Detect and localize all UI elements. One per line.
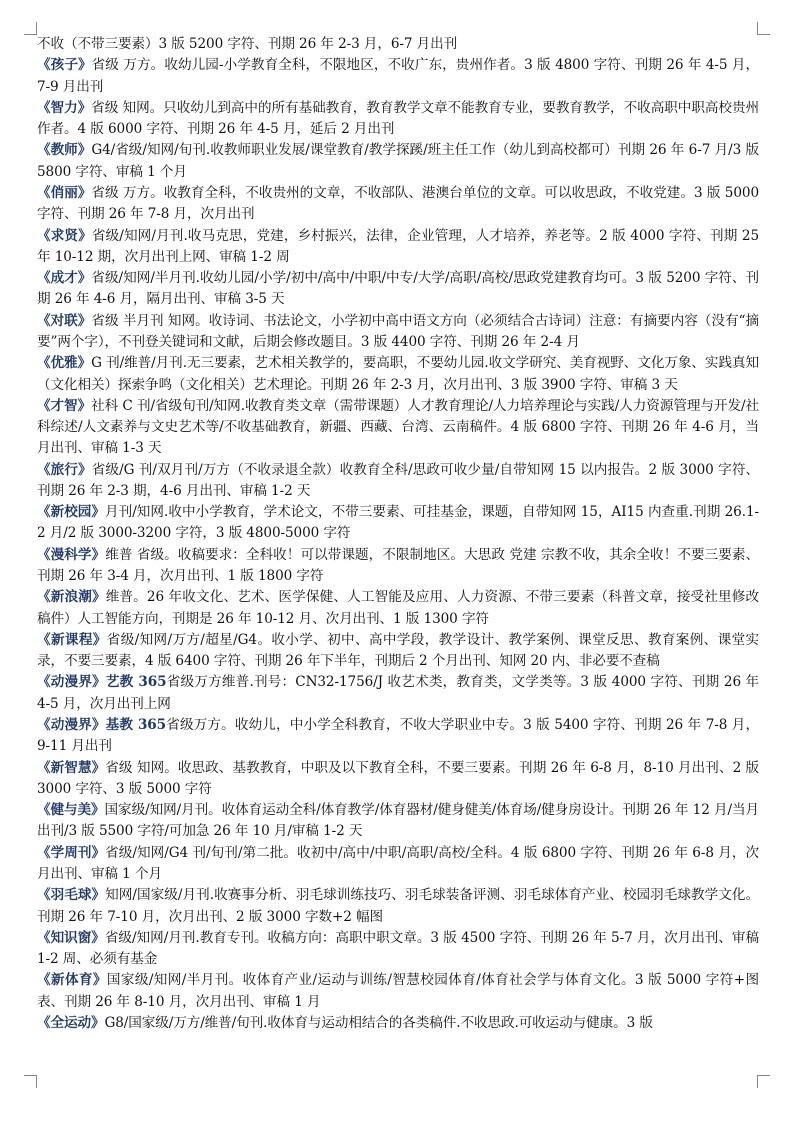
journal-entry — [37, 268, 759, 311]
journal-entry — [37, 970, 759, 1013]
page-corner-mark — [24, 22, 37, 35]
journal-entry — [37, 226, 759, 269]
journal-name: 《新智慧》 — [37, 759, 106, 776]
journal-description: 省级 知网。收思政、基教教育，中职及以下教育全科，不要三要素。刊期 26 年 6-8 月，8-10 月出刊、2 版 3000 字符、3 版 5000 字符 — [37, 759, 760, 797]
journal-entry — [37, 34, 759, 55]
journal-name: 《健与美》 — [37, 802, 105, 819]
journal-entry — [37, 460, 759, 503]
journal-name: 《成才》 — [37, 270, 92, 287]
journal-name: 《全运动》 — [37, 1014, 105, 1031]
page-corner-mark — [757, 1075, 770, 1088]
journal-description: 月刊/知网.收中小学教育，学术论文，不带三要素、可挂基金，课题，自带知网 15，AI15 内查重.刊期 26.1-2 月/2 版 3000-3200 字符，3 版 4800-5000 字符 — [37, 504, 759, 542]
journal-entry — [37, 183, 759, 226]
journal-name: 《旅行》 — [37, 461, 92, 478]
journal-entry — [37, 630, 759, 673]
journal-entry — [37, 98, 759, 141]
journal-name: 《俏丽》 — [37, 184, 92, 201]
journal-description: 知网/国家级/月刊.收赛事分析、羽毛球训练技巧、羽毛球装备评测、羽毛球体育产业、校园羽毛球教学文化。刊期 26 年 7-10 月，次月出刊、2 版 3000 字数+2 幅图 — [37, 887, 760, 925]
journal-name: 《才智》 — [37, 397, 92, 414]
journal-entry — [37, 502, 759, 545]
journal-description: 省级/知网/月刊.教育专刊。收稿方向：高职中职文章。3 版 4500 字符、刊期 26 年 5-7 月，次月出刊、审稿 1-2 周、必须有基金 — [37, 929, 759, 968]
journal-entry — [37, 800, 759, 843]
journal-description: 省级 万方。收幼儿园-小学教育全科，不限地区，不收广东，贵州作者。3 版 4800 字符、刊期 26 年 4-5 月，7-9 月出刊 — [37, 57, 759, 95]
journal-name: 《新浪潮》 — [37, 589, 106, 606]
journal-entry — [37, 715, 759, 758]
journal-description: 省级/G 刊/双月刊/万方（不收录退全款）收教育全科/思政可收少量/自带知网 15 以内报告。2 版 3000 字符、刊期 26 年 2-3 期，4-6 月出刊、审稿 1-2 天 — [37, 461, 759, 499]
journal-entry — [37, 928, 759, 971]
journal-entry — [37, 587, 759, 630]
journal-entry — [37, 672, 759, 715]
journal-entry — [37, 140, 759, 183]
journal-name: 《孩子》 — [37, 57, 92, 74]
journal-description: 国家级/知网/半月刊。收体育产业/运动与训练/智慧校园体育/体育社会学与体育文化。3 版 5000 字符+图表、刊期 26 年 8-10 月，次月出刊、审稿 1 月 — [37, 972, 759, 1010]
journal-entry — [37, 758, 759, 801]
journal-entry — [37, 885, 759, 928]
page-corner-mark — [24, 1075, 37, 1088]
journal-description: 不收（不带三要素）3 版 5200 字符、刊期 26 年 2-3 月，6-7 月出刊 — [37, 36, 458, 52]
journal-name: 《新课程》 — [37, 631, 107, 648]
journal-name: 《学周刊》 — [37, 844, 106, 861]
journal-entry — [37, 396, 759, 460]
journal-description: 省级/知网/G4 刊/旬刊/第二批。收初中/高中/中职/高职/高校/全科。4 版 6800 字符、刊期 26 年 6-8 月，次月出刊、审稿 1 个月 — [37, 844, 760, 882]
journal-description: 省级 知网。只收幼儿到高中的所有基础教育，教育教学文章不能教育专业，要教育教学，不收高职中职高校贵州作者。4 版 6000 字符、刊期 26 年 4-5 月，延后 2 月出刊 — [37, 99, 759, 138]
journal-name: 《教师》 — [37, 142, 92, 159]
journal-name: 《新校园》 — [37, 504, 106, 521]
journal-description: 维普。26 年收文化、艺术、医学保健、人工智能及应用、人力资源、不带三要素（科普文章，接受社里修改稿件）人工智能方向，刊期是 26 年 10-12 月、次月出刊、1 版 1300 字符 — [37, 589, 760, 627]
document-body — [37, 34, 759, 1034]
journal-entry — [37, 843, 759, 886]
journal-description: G8/国家级/万方/维普/旬刊.收体育与运动相结合的各类稿件.不收思政.可收运动与健康。3 版 — [104, 1014, 653, 1031]
journal-description: 省级 万方。收教育全科，不收贵州的文章，不收部队、港澳台单位的文章。可以收思政，不收党建。3 版 5000 字符、刊期 26 年 7-8 月，次月出刊 — [37, 184, 759, 223]
journal-description: 国家级/知网/月刊。收体育运动全科/体育教学/体育器材/健身健美/体育场/健身房设计。刊期 26 年 12 月/当月出刊/3 版 5500 字符/可加急 26 年 10 月/审稿 1-2 天 — [37, 802, 759, 840]
journal-entry — [37, 353, 759, 396]
journal-description: 省级/知网/月刊.收马克思，党建，乡村振兴，法律，企业管理，人才培养，养老等。2 版 4000 字符、刊期 25 年 10-12 期，次月出刊上网、审稿 1-2 周 — [37, 227, 759, 265]
journal-entry — [37, 545, 759, 588]
journal-description: 省级/知网/万方/超星/G4。收小学、初中、高中学段，教学设计、教学案例、课堂反思、教育案例、课堂实录，不要三要素，4 版 6400 字符、刊期 26 年下半年，刊期后 2 个月出刊、知网 20 内、非必要不查稿 — [37, 631, 760, 670]
journal-description: 社科 C 刊/省级旬刊/知网.收教育类文章（需带课题）人才教育理论/人力培养理论与实践/人力资源管理与开发/社科综述/人文素养与文史艺术等/不收基础教育，新疆、西藏、台湾、云南稿件。4 版 6800 字符、刊期 26 年 4-6 月，当月出刊、审稿 1-3 天 — [37, 397, 759, 457]
journal-name: 《羽毛球》 — [37, 887, 106, 904]
journal-entry — [37, 55, 759, 98]
journal-description: G4/省级/知网/旬刊.收教师职业发展/课堂教育/教学探蹊/班主任工作（幼儿到高校都可）刊期 26 年 6-7 月/3 版 5800 字符、审稿 1 个月 — [37, 142, 759, 180]
journal-name: 《漫科学》 — [37, 546, 106, 563]
journal-description: 省级/知网/半月刊.收幼儿园/小学/初中/高中/中职/中专/大学/高职/高校/思政党建教育均可。3 版 5200 字符、刊期 26 年 4-6 月，隔月出刊、审稿 3-5 天 — [37, 270, 759, 308]
journal-description: 省级万方。收幼儿，中小学全科教育，不收大学职业中专。3 版 5400 字符、刊期 26 年 7-8 月，9-11 月出刊 — [37, 717, 759, 755]
journal-name: 《智力》 — [37, 99, 92, 116]
journal-description: 维普 省级。收稿要求：全科收！可以带课题，不限制地区。大思政 党建 宗教不收，其余全收！不要三要素、刊期 26 年 3-4 月，次月出刊、1 版 1800 字符 — [37, 546, 760, 585]
journal-name: 《求贤》 — [37, 227, 92, 244]
journal-name: 《动漫界》艺教 365 — [37, 674, 167, 691]
journal-name: 《动漫界》基教 365 — [37, 717, 167, 733]
journal-name: 《知识窗》 — [37, 929, 105, 946]
journal-entry — [37, 1013, 759, 1034]
journal-name: 《新体育》 — [37, 972, 107, 989]
journal-description: 省级万方维普.刊号：CN32-1756/J 收艺术类，教育类，文学类等。3 版 4000 字符、刊期 26 年 4-5 月，次月出刊上网 — [37, 674, 759, 712]
journal-description: G 刊/维普/月刊.无三要素，艺术相关教学的，要高职，不要幼儿园.收文学研究、美育视野、文化万象、实践真知（文化相关）探索争鸣（文化相关）艺术理论。刊期 26 年 2-3 月，次月出刊、3 版 3900 字符、审稿 3 天 — [37, 355, 759, 393]
journal-name: 《对联》 — [37, 312, 92, 329]
journal-description: 省级 半月刊 知网。收诗词、书法论文，小学初中高中语文方向（必须结合古诗词）注意：有摘要内容（没有“摘要”两个字），不刊登关键词和文献，后期会修改题目。3 版 4400 字符、刊期 26 年 2-4 月 — [37, 312, 759, 350]
journal-name: 《优雅》 — [37, 355, 92, 372]
journal-entry — [37, 311, 759, 354]
